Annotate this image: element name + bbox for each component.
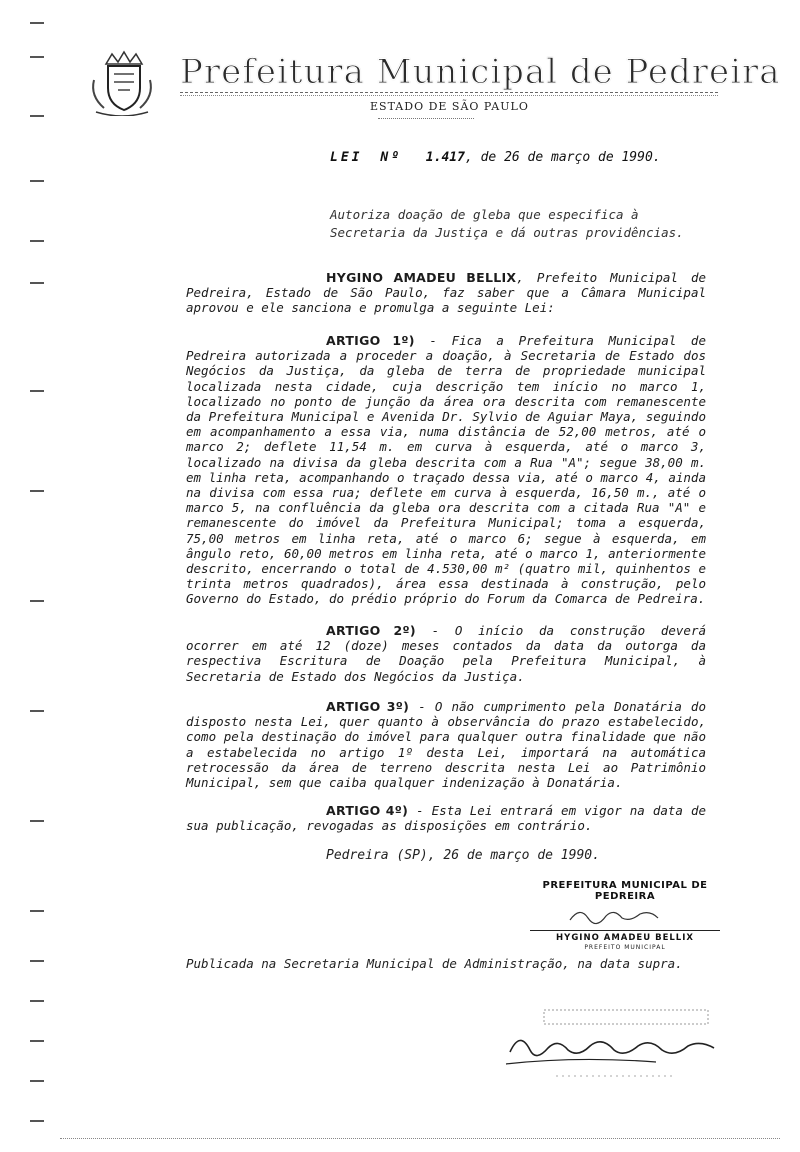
letterhead-rule (180, 92, 718, 96)
article-text: - Fica a Prefeitura Municipal de Pedreira autorizada a proceder a doação, à Secretaria de Estado dos Negócios da Justiça, da gleba de terra de propriedade municipal localizada nesta cidade, cuja descrição tem início no marco 1, localizado no ponto de junção da área ora descrita com remanescente da Prefeitura Municipal e Avenida Dr. Sylvio de Aguiar Maya, seguindo em acompanhamento a essa via, numa distância de 52,00 metros, até o marco 2; deflete 11,54 m. em curva à esquerda, até o marco 3, localizado na divisa da gleba descrita com a Rua "A"; segue 38,00 m. em linha reta, acompanhando o traçado dessa via, até o marco 4, ainda na divisa com essa rua; deflete em curva à esquerda, 16,50 m., até o marco 5, na confluência da gleba ora descrita com a citada Rua "A" e remanescente do imóvel da Prefeitura Municipal; toma a esquerda, 75,00 metros em linha reta, até o marco 6; segue à esquerda, em ângulo reto, 60,00 metros em linha reta, até o marco 1, anteriormente descrito, encerrando o total de 4.530,00 m² (quatro mil, quinhentos e trinta metros quadrados), área essa destinada à construção, pelo Governo do Estado, do prédio próprio do Forum da Comarca de Pedreira. (186, 333, 706, 607)
law-number: 1.417 (425, 150, 465, 165)
footer-rule (60, 1138, 780, 1139)
publication-note: Publicada na Secretaria Municipal de Administração, na data supra. (186, 956, 683, 971)
coat-of-arms-icon (86, 50, 158, 116)
article-text: - Esta Lei entrará em vigor na data de sua publicação, revogadas as disposições em contrário. (186, 803, 706, 834)
letterhead-state: ESTADO DE SÃO PAULO (370, 100, 529, 113)
law-summary: Autoriza doação de gleba que especifica à Secretaria da Justiça e dá outras providências. (330, 207, 684, 240)
enactment-clause (186, 270, 706, 316)
handwritten-signature (530, 902, 720, 926)
law-date: , de 26 de março de 1990. (464, 150, 661, 165)
mayor-name: HYGINO AMADEU BELLIX (326, 270, 517, 285)
secretary-signature-stamp (496, 1006, 736, 1086)
signature-name: HYGINO AMADEU BELLIX (556, 933, 694, 943)
place-and-date: Pedreira (SP), 26 de março de 1990. (326, 848, 600, 863)
mayor-signature-block (520, 880, 730, 951)
article-text: - O início da construção deverá ocorrer em até 12 (doze) meses contados da data da outorga da respectiva Escritura de Doação pela Prefeitura Municipal, à Secretaria de Estado dos Negócios da Justiça. (186, 623, 706, 684)
enactment-text: , Prefeito Municipal de Pedreira, Estado de São Paulo, faz saber que a Câmara Municipal aprovou e ele sanciona e promulga a seguinte Lei: (186, 270, 706, 316)
article-label: ARTIGO 3º) (326, 699, 410, 714)
signature-role: PREFEITO MUNICIPAL (584, 944, 666, 951)
article-label: ARTIGO 2º) (326, 623, 416, 638)
article-label: ARTIGO 4º) (326, 803, 409, 818)
article-label: ARTIGO 1º) (326, 333, 415, 348)
article-text: - O não cumprimento pela Donatária do disposto nesta Lei, quer quanto à observância do prazo estabelecido, como pela destinação do imóvel para qualquer outra finalidade que não a estabelecida no artigo 1º desta Lei, importará na automática retrocessão da área de terreno descrita nesta Lei ao Patrimônio Municipal, sem que caiba qualquer indenização à Donatária. (186, 699, 706, 791)
law-heading (330, 150, 661, 165)
state-underline (378, 118, 474, 119)
article-1 (186, 333, 706, 607)
article-3 (186, 699, 706, 790)
law-label: LEI (330, 150, 363, 165)
signature-org: PREFEITURA MUNICIPAL DE PEDREIRA (542, 880, 708, 902)
article-2 (186, 623, 706, 684)
letterhead-title: Prefeitura Municipal de Pedreira (180, 52, 781, 92)
margin-punch-marks (30, 20, 60, 1140)
article-4 (186, 803, 706, 833)
signature-line (530, 930, 720, 931)
law-number-label: Nº (380, 150, 402, 165)
